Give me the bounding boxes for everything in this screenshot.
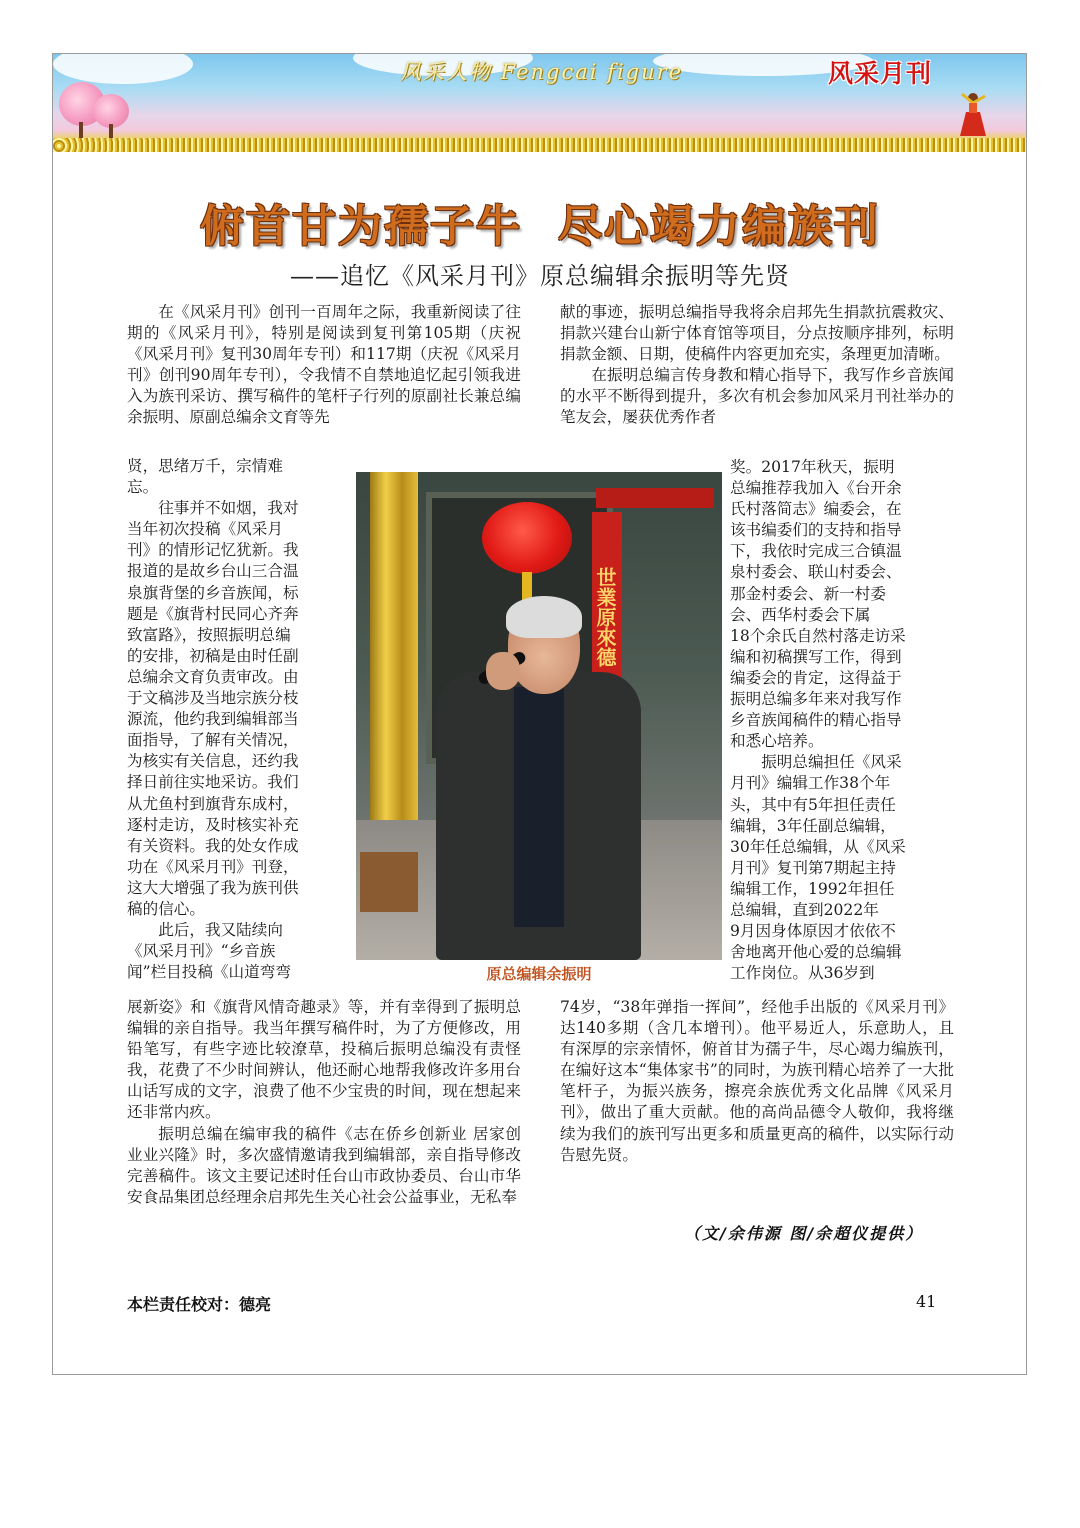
text-line: 稿的信心。 — [127, 899, 205, 918]
man-sweater — [514, 687, 564, 927]
text-line: 头，其中有5年担任责任 — [730, 795, 896, 814]
wooden-stool — [360, 852, 418, 912]
paragraph: 展新姿》和《旗背风情奇趣录》等，并有幸得到了振明总编辑的亲自指导。我当年撰写稿件时，为了方便修改，用铅笔写，有些字迹比较潦草，投稿后振明总编没有责怪我，花费了不少时间辨认，他还耐心地帮我修改许多用台山话写成的文字，浪费了他不少宝贵的时间，现在想起来还非常内疚。 — [127, 998, 521, 1122]
article-subtitle: ——追忆《风采月刊》原总编辑余振明等先贤 — [290, 262, 790, 290]
text-line: 月刊》编辑工作38个年 — [730, 774, 891, 793]
photo-caption: 原总编辑余振明 — [486, 965, 592, 983]
text-line: 该书编委们的支持和指导 — [730, 521, 902, 540]
text-line: 奖。2017年秋天，振明 — [730, 458, 895, 476]
proofreader-note: 本栏责任校对：德亮 — [127, 1295, 272, 1314]
text-line: 9月因身体原因才依依不 — [730, 922, 896, 941]
text-line: 功在《风采月刊》刊登， — [127, 857, 299, 876]
page-number: 41 — [916, 1292, 937, 1311]
text-line: 泉村委会、联山村委会、 — [730, 563, 902, 582]
text-line: 贤，思绪万千，宗情难 — [127, 457, 283, 475]
text-line: 当年初次投稿《风采月 — [127, 520, 283, 539]
blossom-tree-icon — [93, 94, 129, 128]
text-line: 舍地离开他心爱的总编辑 — [730, 943, 902, 962]
text-line: 会、西华村委会下属 — [730, 605, 871, 624]
article-title-part1: 俯首甘为孺子牛 — [200, 201, 522, 252]
red-signboard — [596, 488, 714, 508]
text-line: 报道的是故乡台山三合温 — [127, 562, 299, 581]
text-line: 振明总编担任《风采 — [761, 753, 902, 772]
text-line: 和悉心培养。 — [730, 732, 824, 751]
article-title — [0, 190, 1080, 254]
text-line: 总编辑，直到2022年 — [730, 900, 879, 919]
text-column-right-bottom — [560, 997, 954, 1166]
text-line: 工作岗位。从36岁到 — [730, 964, 875, 983]
text-line: 忘。 — [127, 478, 159, 497]
editor-photo — [356, 472, 722, 960]
man-hair — [506, 596, 582, 638]
paragraph: 振明总编在编审我的稿件《志在侨乡创新业 居家创业业兴隆》时，多次盛情邀请我到编辑部，亲自指导修改完善稿件。该文主要记述时任台山市政协委员、台山市华安食品集团总经理余启邦先生关心社会公益事业，无私奉 — [127, 1124, 521, 1206]
red-couplet: 世業原來德 — [592, 512, 622, 722]
text-line: 编和初稿撰写工作，得到 — [730, 647, 902, 666]
text-line: 那金村委会、新一村委 — [730, 584, 886, 603]
text-line: 择日前往实地采访。我们 — [127, 773, 299, 792]
rapeseed-flowers — [53, 138, 1026, 152]
paragraph: 在振明总编言传身教和精心指导下，我写作乡音族闻的水平不断得到提升，多次有机会参加风采月刊社举办的笔友会，屡获优秀作者 — [560, 366, 954, 427]
text-column-left-top — [127, 302, 521, 429]
section-title: 风采人物 Fengcai figure — [400, 60, 684, 84]
author-credit: （文/余伟源 图/余超仪提供） — [684, 1224, 924, 1243]
text-line: 编委会的肯定，这得益于 — [730, 668, 902, 687]
man-hand — [486, 652, 520, 690]
text-column-left-bottom — [127, 997, 521, 1208]
text-line: 面指导，了解有关情况， — [127, 731, 299, 750]
text-line: 于文稿涉及当地宗族分枝 — [127, 689, 299, 708]
text-line: 下，我依时完成三合镇温 — [730, 542, 902, 561]
paragraph: 献的事迹，振明总编指导我将余启邦先生捐款抗震救灾、捐款兴建台山新宁体育馆等项目，分点按顺序排列，标明捐款金额、日期，使稿件内容更加充实，条理更加清晰。 — [560, 303, 954, 364]
text-line: 闻”栏目投稿《山道弯弯 — [127, 963, 291, 982]
text-line: 氏村落简志》编委会，在 — [730, 500, 902, 519]
text-line: 致富路》，按照振明总编 — [127, 625, 291, 644]
text-column-right-narrow — [730, 457, 954, 984]
text-line: 从尤鱼村到旗背东成村， — [127, 794, 299, 813]
text-line: 源流，他约我到编辑部当 — [127, 710, 299, 729]
text-line: 的安排，初稿是由时任副 — [127, 646, 299, 665]
text-line: 30年任总编辑，从《风采 — [730, 837, 906, 856]
text-line: 总编推荐我加入《台开余 — [730, 479, 902, 498]
text-line: 往事并不如烟，我对 — [158, 499, 299, 518]
text-line: 振明总编多年来对我写作 — [730, 690, 902, 709]
text-line: 编辑工作，1992年担任 — [730, 879, 895, 898]
text-line: 《风采月刊》“乡音族 — [127, 942, 276, 961]
text-line: 总编余文育负责审改。由 — [127, 667, 299, 686]
text-line: 逐村走访，及时核实补充 — [127, 815, 299, 834]
dancer-icon — [958, 90, 988, 140]
red-lantern-icon — [482, 502, 572, 574]
text-line: 月刊》复刊第7期起主持 — [730, 858, 896, 877]
magazine-brand: 风采月刊 — [828, 59, 933, 88]
text-line: 刊》的情形记忆犹新。我 — [127, 541, 299, 560]
text-line: 为核实有关信息，还约我 — [127, 752, 299, 771]
text-line: 编辑，3年任副总编辑， — [730, 816, 896, 835]
text-line: 题是《旗背村民同心齐奔 — [127, 604, 299, 623]
text-line: 18个余氏自然村落走访采 — [730, 626, 906, 645]
text-line: 乡音族闻稿件的精心指导 — [730, 711, 902, 730]
article-title-part2: 尽心竭力编族刊 — [558, 201, 880, 252]
cloud-decoration — [53, 54, 193, 84]
paragraph: 74岁，“38年弹指一挥间”，经他手出版的《风采月刊》达140多期（含几本增刊）。他平易近人，乐意助人，且有深厚的宗亲情怀，俯首甘为孺子牛，尽心竭力编族刊，在编好这本“集体家书”的同时，为族刊精心培养了一大批笔杆子，为振兴族务，擦亮余族优秀文化品牌《风采月刊》，做出了重大贡献。他的高尚品德令人敬仰，我将继续为我们的族刊写出更多和质量更高的稿件，以实际行动告慰先贤。 — [560, 998, 954, 1164]
text-column-left-narrow — [127, 456, 351, 983]
text-line: 泉旗背堡的乡音族闻，标 — [127, 583, 299, 602]
text-column-right-top — [560, 302, 954, 429]
text-line: 有关资料。我的处女作成 — [127, 836, 299, 855]
text-line: 这大大增强了我为族刊供 — [127, 878, 299, 897]
text-line: 此后，我又陆续向 — [158, 921, 283, 940]
paragraph: 在《风采月刊》创刊一百周年之际，我重新阅读了往期的《风采月刊》，特别是阅读到复刊第105期（庆祝《风采月刊》复刊30周年专刊）和117期（庆祝《风采月刊》创刊90周年专刊），令我情不自禁地追忆起引领我进入为族刊采访、撰写稿件的笔杆子行列的原副社长兼总编余振明、原副总编余文育等先 — [127, 303, 521, 427]
